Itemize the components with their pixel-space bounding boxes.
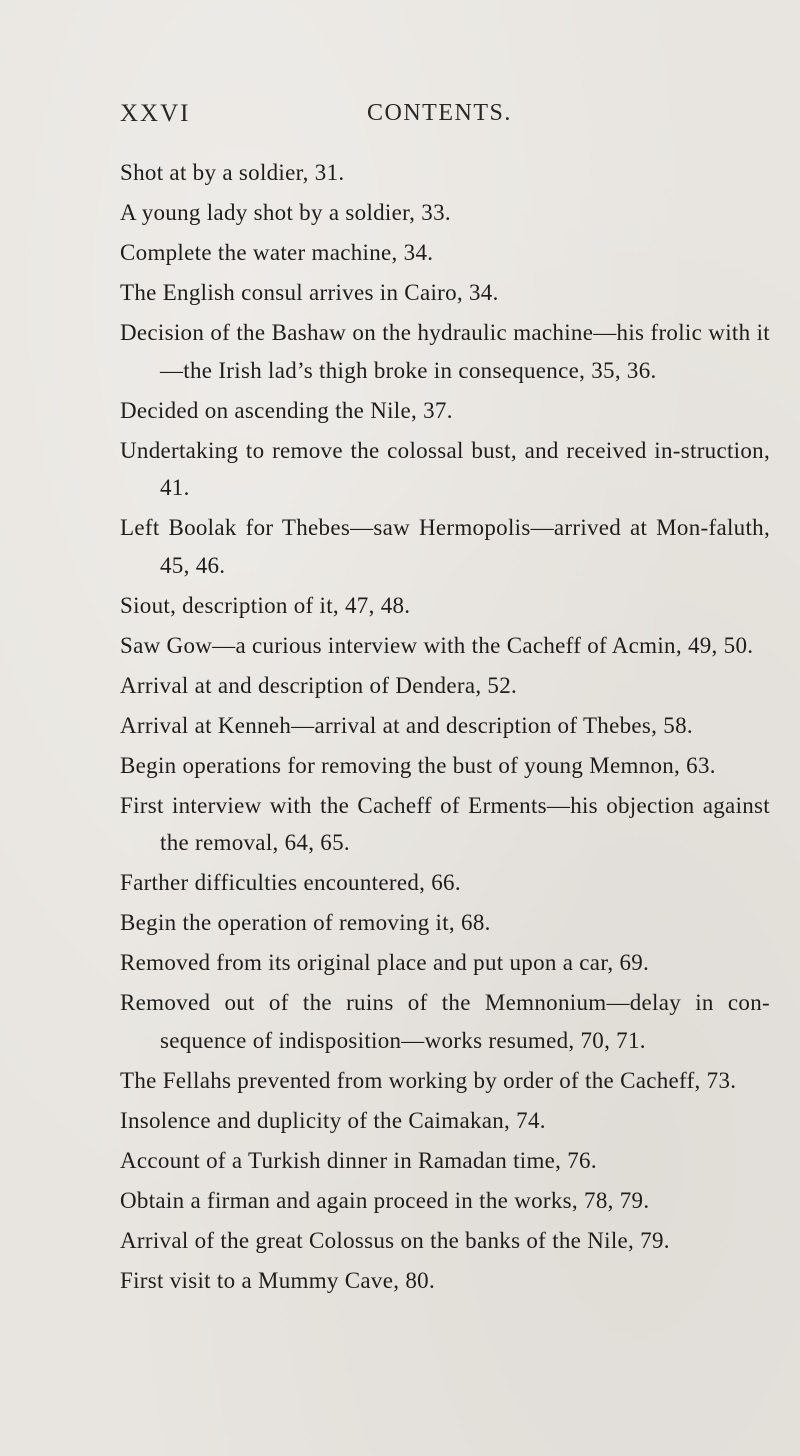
running-head xyxy=(0,100,800,140)
contents-entry: First interview with the Cacheff of Erments—his objection against the removal, 64, 65. xyxy=(120,792,770,855)
contents-entry: Arrival of the great Colossus on the banks of the Nile, 79. xyxy=(120,1227,670,1253)
contents-entry: Begin operations for removing the bust of young Memnon, 63. xyxy=(120,752,716,778)
contents-entry: Left Boolak for Thebes—saw Hermopolis—arrived at Mon-faluth, 45, 46. xyxy=(120,515,770,578)
contents-entry: Decided on ascending the Nile, 37. xyxy=(120,397,453,423)
contents-entry: Arrival at Kenneh—arrival at and description of Thebes, 58. xyxy=(120,712,693,738)
running-title: CONTENTS. xyxy=(367,100,512,126)
contents-entry: Decision of the Bashaw on the hydraulic machine—his frolic with it—the Irish lad’s thigh broke in consequence, 35, 36. xyxy=(120,320,770,383)
contents-entry: Arrival at and description of Dendera, 52. xyxy=(120,672,518,698)
contents-entry: Shot at by a soldier, 31. xyxy=(120,160,345,185)
contents-entry: Siout, description of it, 47, 48. xyxy=(120,592,411,618)
contents-entry: Removed out of the ruins of the Memnonium—delay in con-sequence of indisposition—works resumed, 70, 71. xyxy=(120,990,770,1053)
contents-entry: Obtain a firman and again proceed in the works, 78, 79. xyxy=(120,1187,650,1213)
contents-entry: Begin the operation of removing it, 68. xyxy=(120,910,491,935)
contents-entry: Undertaking to remove the colossal bust, and received in-struction, 41. xyxy=(120,437,770,500)
contents-entry: Insolence and duplicity of the Caimakan, 74. xyxy=(120,1107,546,1133)
contents-entry: The Fellahs prevented from working by order of the Cacheff, 73. xyxy=(120,1067,737,1093)
contents-list xyxy=(120,154,770,1302)
contents-entry: Removed from its original place and put upon a car, 69. xyxy=(120,950,650,975)
contents-entry: Account of a Turkish dinner in Ramadan time, 76. xyxy=(120,1147,597,1173)
contents-entry: First visit to a Mummy Cave, 80. xyxy=(120,1267,435,1293)
contents-entry: Saw Gow—a curious interview with the Cacheff of Acmin, 49, 50. xyxy=(120,632,754,658)
contents-entry: Farther difficulties encountered, 66. xyxy=(120,870,461,895)
contents-entry: Complete the water machine, 34. xyxy=(120,240,434,265)
page-number: XXVI xyxy=(120,100,191,127)
contents-entry: The English consul arrives in Cairo, 34. xyxy=(120,280,499,305)
contents-entry: A young lady shot by a soldier, 33. xyxy=(120,200,451,225)
